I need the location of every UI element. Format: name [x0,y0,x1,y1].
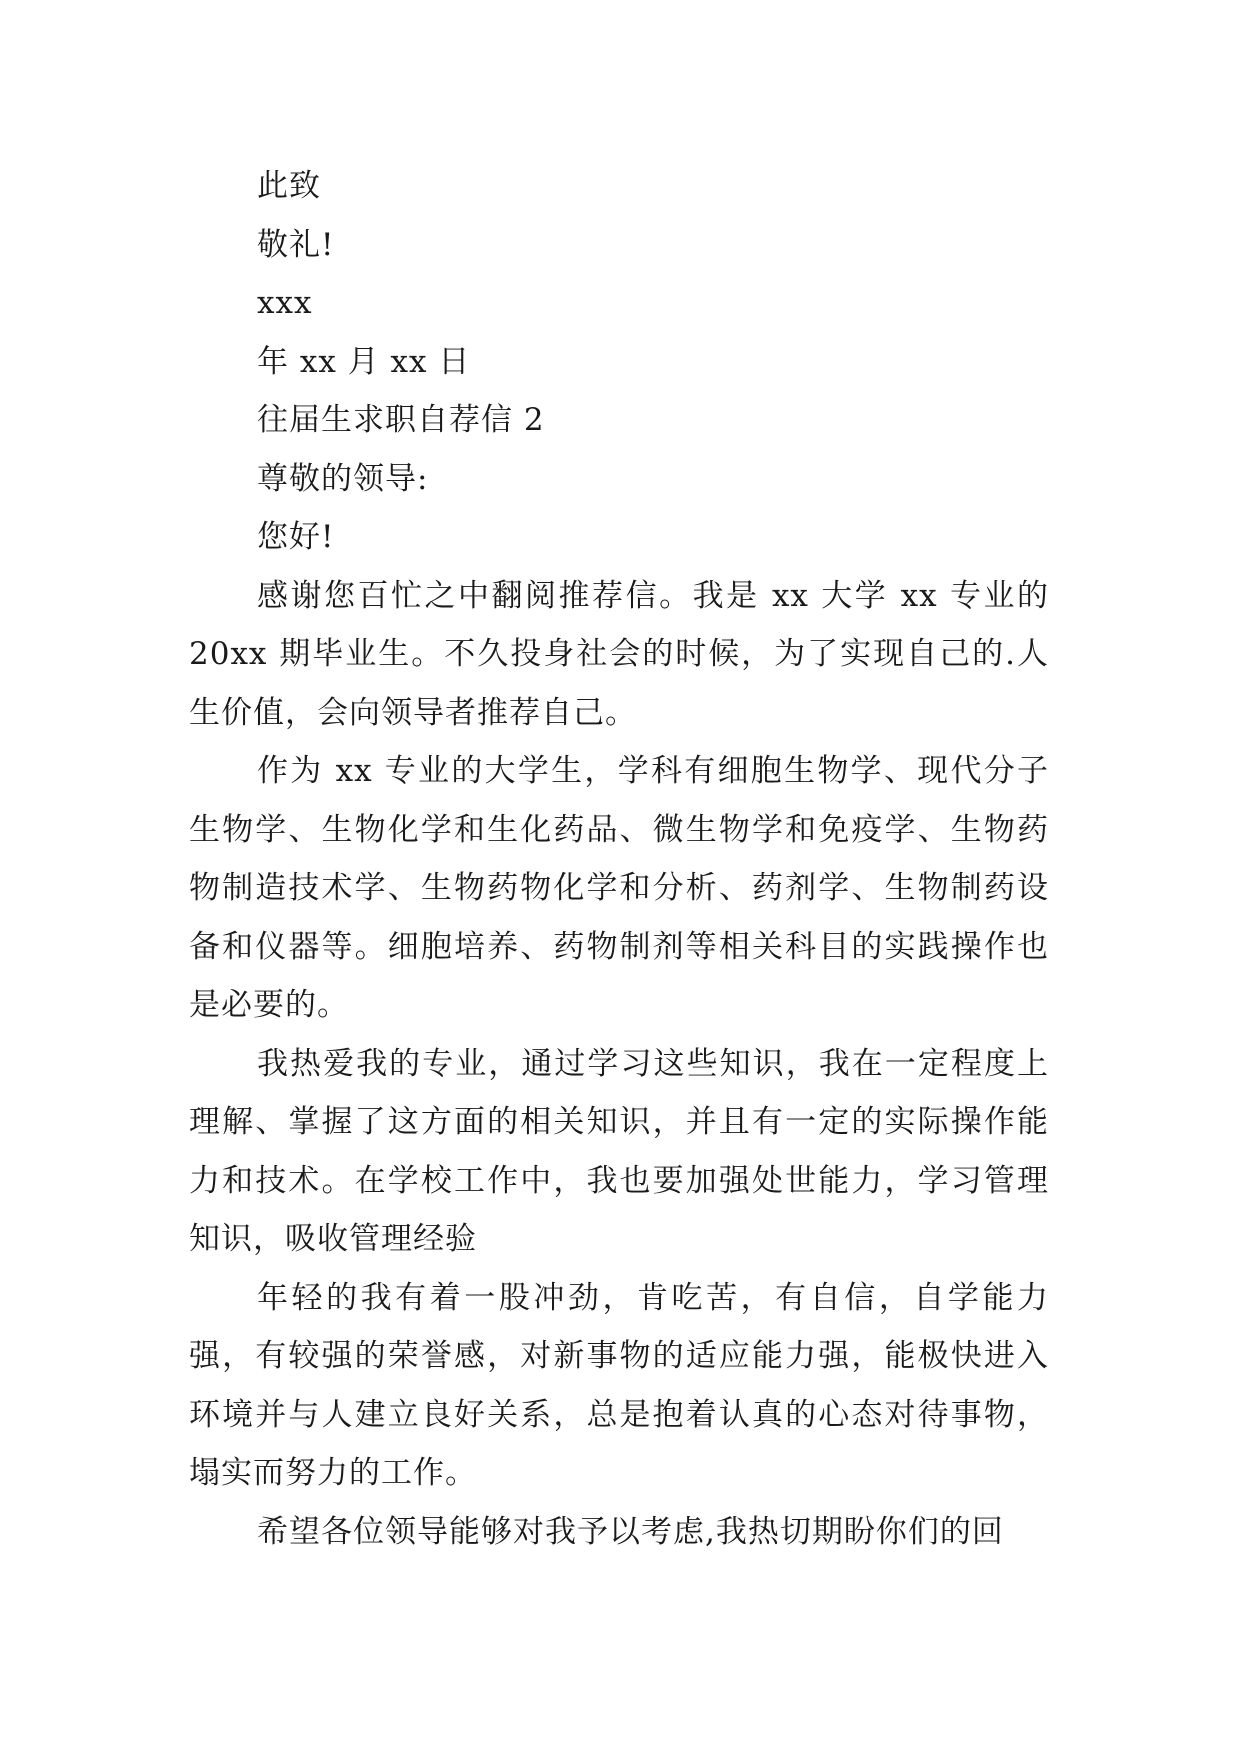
closing-line: 此致 [257,168,321,204]
closing-regards: 敬礼! [257,226,335,263]
paragraph: 感谢您百忙之中翻阅推荐信。我是 xx 大学 xx 专业的 20xx 期毕业生。不久投身社会的时候，为了实现自己的.人生价值，会向领导者推荐自己。 [189,577,1049,731]
letter-body [189,157,1049,1561]
paragraph: 希望各位领导能够对我予以考虑,我热切期盼你们的回 [257,1513,1004,1550]
signature: xxx [257,285,313,321]
paragraph: 年轻的我有着一股冲劲，肯吃苦，有自信，自学能力强，有较强的荣誉感，对新事物的适应能力强，能极快进入环境并与人建立良好关系，总是抱着认真的心态对待事物，塌实而努力的工作。 [189,1279,1049,1491]
paragraph: 作为 xx 专业的大学生，学科有细胞生物学、现代分子生物学、生物化学和生化药品、微生物学和免疫学、生物药物制造技术学、生物药物化学和分析、药剂学、生物制药设备和仪器等。细胞培养、药物制剂等相关科目的实践操作也是必要的。 [189,753,1049,1023]
greeting: 您好! [257,519,335,555]
salutation: 尊敬的领导: [257,460,429,497]
paragraph: 我热爱我的专业，通过学习这些知识，我在一定程度上理解、掌握了这方面的相关知识，并且有一定的实际操作能力和技术。在学校工作中，我也要加强处世能力，学习管理知识，吸收管理经验 [189,1045,1049,1257]
date-line: 年 xx 月 xx 日 [257,343,471,380]
letter-title: 往届生求职自荐信 2 [257,402,545,438]
